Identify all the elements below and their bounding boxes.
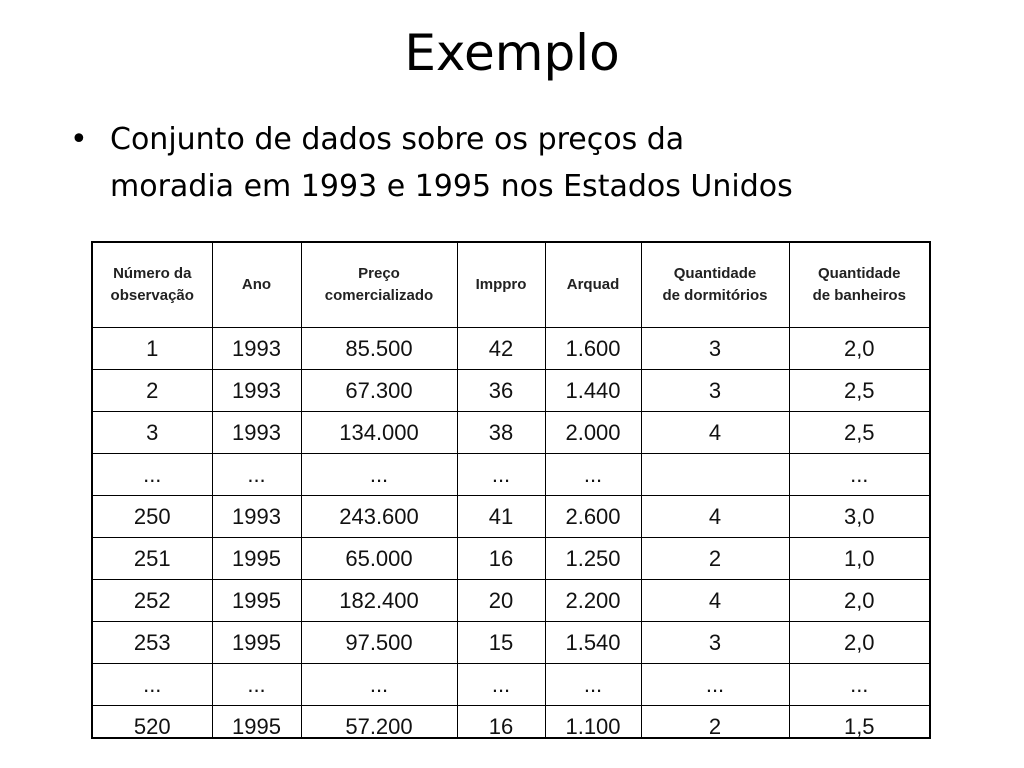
header-bathrooms: Quantidade de banheiros [789, 243, 929, 328]
table-cell: ... [301, 664, 457, 706]
table-cell [641, 454, 789, 496]
table-cell: 1.250 [545, 538, 641, 580]
table-cell: 85.500 [301, 328, 457, 370]
table-cell: 520 [93, 706, 212, 740]
table-cell: 38 [457, 412, 545, 454]
bullet-line: moradia em 1993 e 1995 nos Estados Unidos [110, 169, 793, 204]
table-cell: 253 [93, 622, 212, 664]
table-cell: 3,0 [789, 496, 929, 538]
table-cell: 1995 [212, 706, 301, 740]
table-cell: ... [93, 664, 212, 706]
table-cell: 36 [457, 370, 545, 412]
table-cell: 2.000 [545, 412, 641, 454]
table-cell: 1.540 [545, 622, 641, 664]
table-cell: 2.600 [545, 496, 641, 538]
header-year: Ano [212, 243, 301, 328]
table-row [93, 412, 929, 454]
table-cell: 67.300 [301, 370, 457, 412]
table-cell: 41 [457, 496, 545, 538]
table-cell: 4 [641, 496, 789, 538]
table-cell: 134.000 [301, 412, 457, 454]
table-cell: 57.200 [301, 706, 457, 740]
table-cell: 2,0 [789, 622, 929, 664]
housing-price-table [93, 243, 929, 739]
table-cell: 15 [457, 622, 545, 664]
table-cell: 16 [457, 538, 545, 580]
header-arquad: Arquad [545, 243, 641, 328]
bullet-icon: • [70, 122, 88, 157]
table-cell: ... [212, 454, 301, 496]
bullet-line: Conjunto de dados sobre os preços da [110, 122, 685, 157]
bullet-text [110, 116, 970, 210]
table-row [93, 706, 929, 740]
header-imppro: Imppro [457, 243, 545, 328]
table-cell: 2 [641, 706, 789, 740]
table-cell: 2 [93, 370, 212, 412]
table-cell: ... [545, 664, 641, 706]
table-cell: 2,5 [789, 412, 929, 454]
table-cell: 1.100 [545, 706, 641, 740]
table-cell: 1 [93, 328, 212, 370]
header-bedrooms: Quantidade de dormitórios [641, 243, 789, 328]
table-cell: 1993 [212, 328, 301, 370]
table-cell: ... [545, 454, 641, 496]
table-cell: ... [301, 454, 457, 496]
table-cell: 2 [641, 538, 789, 580]
table-cell: 1,5 [789, 706, 929, 740]
header-price: Preço comercializado [301, 243, 457, 328]
table-cell: 1995 [212, 622, 301, 664]
table-cell: 1993 [212, 496, 301, 538]
table-cell: ... [789, 454, 929, 496]
table-cell: 182.400 [301, 580, 457, 622]
table-cell: ... [457, 664, 545, 706]
table-cell: 65.000 [301, 538, 457, 580]
table-cell: ... [641, 664, 789, 706]
table-row [93, 664, 929, 706]
table-cell: 1993 [212, 370, 301, 412]
table-cell: 16 [457, 706, 545, 740]
table-cell: 1995 [212, 538, 301, 580]
table-row [93, 496, 929, 538]
table-cell: 2.200 [545, 580, 641, 622]
table-cell: 4 [641, 580, 789, 622]
table-header-row [93, 243, 929, 328]
table-cell: 1,0 [789, 538, 929, 580]
table-cell: 2,5 [789, 370, 929, 412]
table-row [93, 538, 929, 580]
table-cell: 20 [457, 580, 545, 622]
table-cell: 1.600 [545, 328, 641, 370]
table-cell: 2,0 [789, 580, 929, 622]
table-cell: 97.500 [301, 622, 457, 664]
table-row [93, 580, 929, 622]
table-cell: ... [212, 664, 301, 706]
table-cell: 2,0 [789, 328, 929, 370]
table-cell: ... [457, 454, 545, 496]
table-cell: 1993 [212, 412, 301, 454]
table-cell: 250 [93, 496, 212, 538]
table-cell: 252 [93, 580, 212, 622]
table-cell: 1.440 [545, 370, 641, 412]
table-cell: 243.600 [301, 496, 457, 538]
table-cell: ... [789, 664, 929, 706]
table-cell: 251 [93, 538, 212, 580]
table-row [93, 328, 929, 370]
data-table-frame [91, 241, 931, 739]
slide-title: Exemplo [404, 24, 620, 82]
table-cell: 3 [641, 328, 789, 370]
table-row [93, 622, 929, 664]
table-cell: 42 [457, 328, 545, 370]
table-row [93, 454, 929, 496]
table-cell: 4 [641, 412, 789, 454]
table-cell: 3 [641, 370, 789, 412]
table-cell: 3 [641, 622, 789, 664]
table-row [93, 370, 929, 412]
table-cell: ... [93, 454, 212, 496]
header-observation-number: Número da observação [93, 243, 212, 328]
table-cell: 1995 [212, 580, 301, 622]
table-cell: 3 [93, 412, 212, 454]
